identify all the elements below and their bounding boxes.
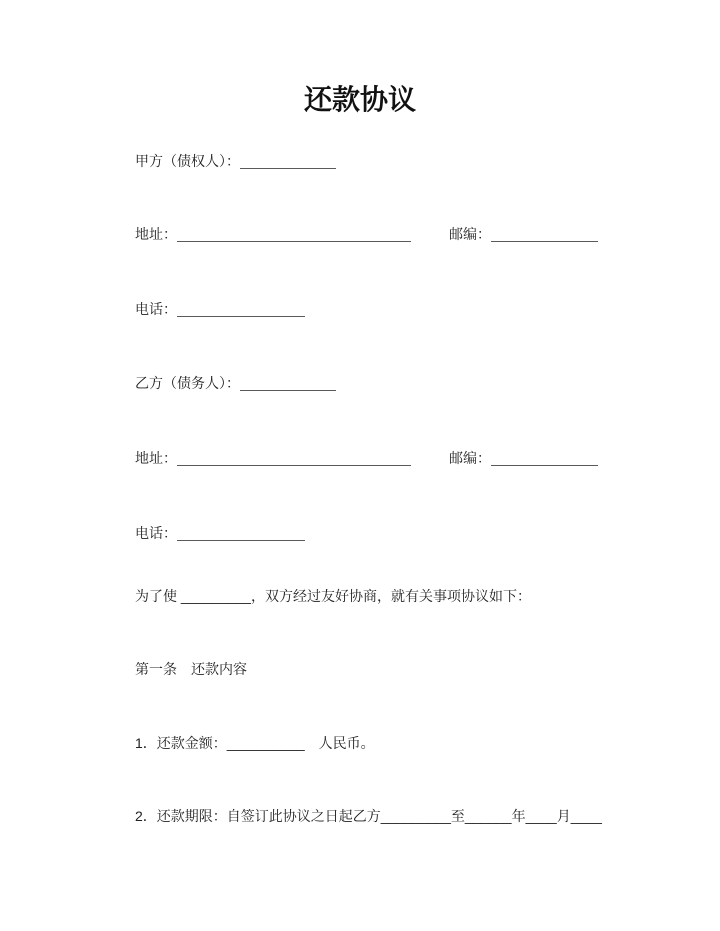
party-b-name-blank	[240, 376, 336, 391]
party-a-phone-line	[135, 299, 305, 319]
party-b-phone-label: 电话：	[135, 525, 177, 541]
document-title: 还款协议	[303, 84, 416, 115]
party-a-name-line	[135, 151, 336, 171]
party-a-phone-blank	[177, 302, 305, 317]
purpose-paragraph: 为了使 _________，双方经过友好协商，就有关事项协议如下：	[135, 588, 531, 604]
article-1-heading: 第一条 还款内容	[135, 661, 247, 677]
party-a-postal-blank	[491, 227, 598, 242]
party-b-postal-label: 邮编：	[449, 450, 491, 466]
party-b-name-label: 乙方（债务人）：	[135, 375, 240, 391]
party-b-address-blank	[177, 451, 411, 466]
party-a-address-line	[135, 224, 598, 244]
party-b-postal-blank	[491, 451, 598, 466]
party-b-phone-line	[135, 523, 305, 543]
party-a-address-label: 地址：	[135, 226, 177, 242]
party-a-name-label: 甲方（债权人）：	[135, 153, 240, 169]
clause-2-repayment-deadline: 2．还款期限：自签订此协议之日起乙方_________至______年____月____	[135, 808, 602, 824]
clause-1-repayment-amount: 1．还款金额：__________ 人民币。	[135, 735, 375, 751]
party-b-address-line	[135, 448, 598, 468]
party-a-name-blank	[240, 154, 336, 169]
party-a-postal-label: 邮编：	[449, 226, 491, 242]
party-b-phone-blank	[177, 526, 305, 541]
party-a-phone-label: 电话：	[135, 301, 177, 317]
party-a-address-blank	[177, 227, 411, 242]
party-b-address-label: 地址：	[135, 450, 177, 466]
party-b-name-line	[135, 373, 336, 393]
